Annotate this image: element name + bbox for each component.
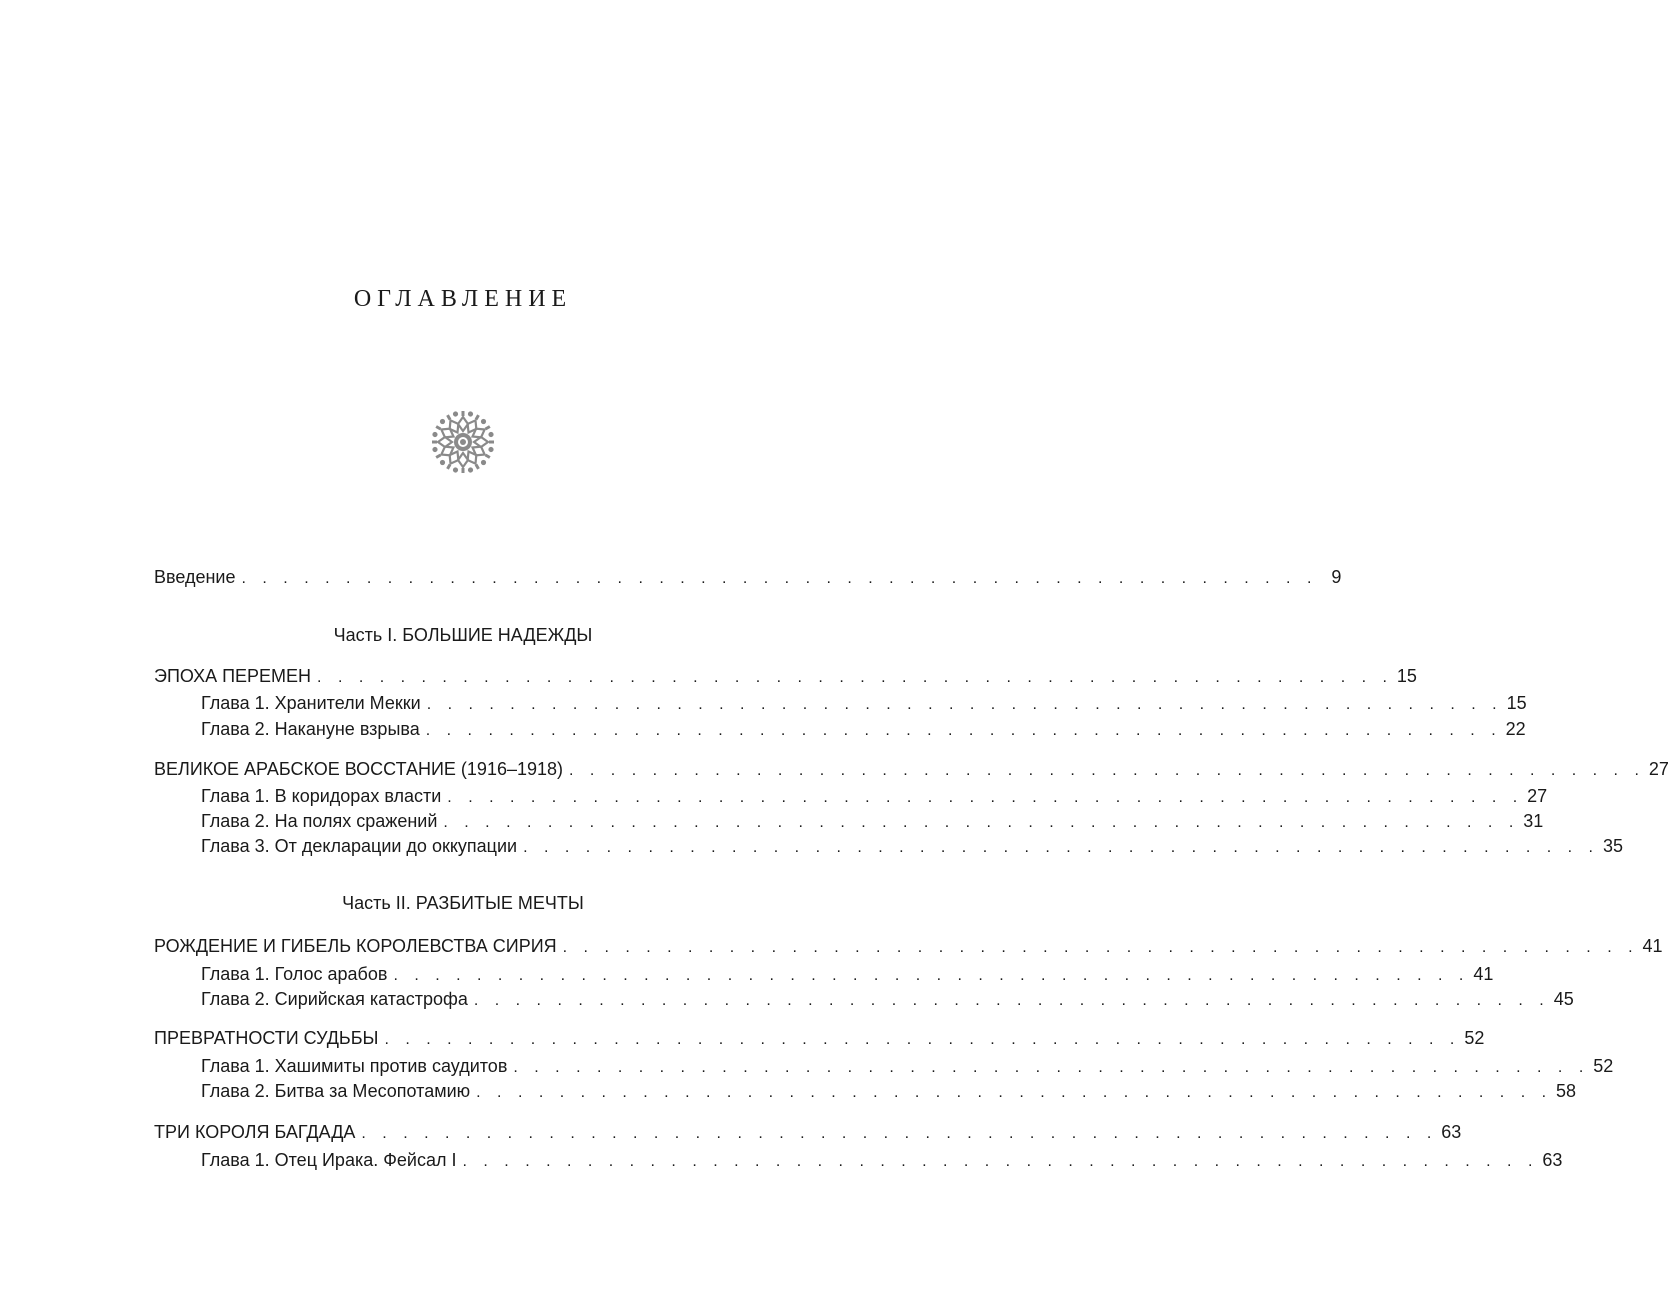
page-number: 35 (1602, 836, 1623, 856)
toc-chapter[interactable] (201, 987, 1574, 1011)
page-number: 15 (1396, 666, 1417, 686)
toc-entry-title: ВЕЛИКОЕ АРАБСКОЕ ВОССТАНИЕ (1916–1918) (154, 759, 564, 779)
part-heading: Часть I. БОЛЬШИЕ НАДЕЖДЫ (333, 625, 593, 645)
toc-entry-title: Глава 2. Накануне взрыва (201, 719, 420, 739)
page-number: 15 (1506, 693, 1527, 713)
page-number: 63 (1441, 1122, 1462, 1142)
dot-leader: . . . . . . . . . . . . . . . . . . . . . . . . . . . . . . . . . . . . . . . . . . . . . . . . . . . . (473, 992, 1550, 1009)
page-number: 22 (1505, 719, 1526, 739)
toc-entry-title: Глава 1. Хранители Мекки (201, 693, 421, 713)
dot-leader: . . . . . . . . . . . . . . . . . . . . . . . . . . . . . . . . . . . . . . . . . . . . . . . . . . . . (425, 722, 1502, 739)
toc-entry-title: Глава 1. Хашимиты против саудитов (201, 1056, 508, 1076)
dot-leader: . . . . . . . . . . . . . . . . . . . . . . . . . . . . . . . . . . . . . . . . . . . . . . . . . . . . (241, 570, 1318, 587)
toc-chapter[interactable] (201, 809, 1544, 833)
page-number: 52 (1464, 1028, 1485, 1048)
toc-chapter[interactable] (201, 784, 1548, 808)
toc-section[interactable] (154, 934, 1663, 958)
toc-chapter[interactable] (201, 834, 1623, 858)
toc-chapter[interactable] (201, 962, 1494, 986)
dot-leader: . . . . . . . . . . . . . . . . . . . . . . . . . . . . . . . . . . . . . . . . . . . . . . . . . . . . (443, 814, 1520, 831)
toc-entry-title: РОЖДЕНИЕ И ГИБЕЛЬ КОРОЛЕВСТВА СИРИЯ (154, 936, 557, 956)
dot-leader: . . . . . . . . . . . . . . . . . . . . . . . . . . . . . . . . . . . . . . . . . . . . . . . . . . . . (523, 839, 1599, 856)
toc-entry-title: Глава 1. Отец Ирака. Фейсал I (201, 1150, 457, 1170)
toc-section[interactable] (154, 1026, 1485, 1050)
dot-leader: . . . . . . . . . . . . . . . . . . . . . . . . . . . . . . . . . . . . . . . . . . . . . . . . . . . . (426, 696, 1503, 713)
toc-chapter[interactable] (201, 1148, 1563, 1172)
toc-entry-intro[interactable] (154, 565, 1342, 589)
dot-leader: . . . . . . . . . . . . . . . . . . . . . . . . . . . . . . . . . . . . . . . . . . . . . . . . . . . . (317, 669, 1393, 686)
dot-leader: . . . . . . . . . . . . . . . . . . . . . . . . . . . . . . . . . . . . . . . . . . . . . . . . . . . . (384, 1031, 1461, 1048)
dot-leader: . . . . . . . . . . . . . . . . . . . . . . . . . . . . . . . . . . . . . . . . . . . . . . . . . . . . (393, 967, 1470, 984)
toc-entry-title: Глава 2. Битва за Месопотамию (201, 1081, 471, 1101)
toc-entry-title: Глава 1. В коридорах власти (201, 786, 442, 806)
rosette-ornament-icon (430, 409, 496, 475)
toc-chapter[interactable] (201, 1079, 1577, 1103)
dot-leader: . . . . . . . . . . . . . . . . . . . . . . . . . . . . . . . . . . . . . . . . . . . . . . . . . . . . (476, 1084, 1553, 1101)
dot-leader: . . . . . . . . . . . . . . . . . . . . . . . . . . . . . . . . . . . . . . . . . . . . . . . . . . . . (569, 762, 1645, 779)
page-number: 27 (1648, 759, 1669, 779)
toc-chapter[interactable] (201, 691, 1527, 715)
page-title: ОГЛАВЛЕНИЕ (353, 286, 573, 312)
dot-leader: . . . . . . . . . . . . . . . . . . . . . . . . . . . . . . . . . . . . . . . . . . . . . . . . . . . . (361, 1125, 1438, 1142)
page-number: 41 (1473, 964, 1494, 984)
page-number: 27 (1527, 786, 1548, 806)
toc-entry-title: ПРЕВРАТНОСТИ СУДЬБЫ (154, 1028, 379, 1048)
dot-leader: . . . . . . . . . . . . . . . . . . . . . . . . . . . . . . . . . . . . . . . . . . . . . . . . . . . . (462, 1153, 1539, 1170)
toc-entry-title: Введение (154, 567, 236, 587)
toc-entry-title: ЭПОХА ПЕРЕМЕН (154, 666, 312, 686)
toc-entry-title: Глава 2. На полях сражений (201, 811, 438, 831)
toc-chapter[interactable] (201, 1054, 1614, 1078)
toc-section[interactable] (154, 664, 1417, 688)
toc-entry-title: Глава 3. От декларации до оккупации (201, 836, 518, 856)
dot-leader: . . . . . . . . . . . . . . . . . . . . . . . . . . . . . . . . . . . . . . . . . . . . . . . . . . . . (513, 1059, 1590, 1076)
toc-section[interactable] (154, 757, 1669, 781)
toc-entry-title: ТРИ КОРОЛЯ БАГДАДА (154, 1122, 356, 1142)
dot-leader: . . . . . . . . . . . . . . . . . . . . . . . . . . . . . . . . . . . . . . . . . . . . . . . . . . . . (562, 939, 1639, 956)
page-number: 41 (1642, 936, 1663, 956)
toc-entry-title: Глава 1. Голос арабов (201, 964, 388, 984)
toc-entry-title: Глава 2. Сирийская катастрофа (201, 989, 468, 1009)
dot-leader: . . . . . . . . . . . . . . . . . . . . . . . . . . . . . . . . . . . . . . . . . . . . . . . . . . . . (447, 789, 1524, 806)
part-heading: Часть II. РАЗБИТЫЕ МЕЧТЫ (342, 893, 584, 913)
page-number: 63 (1542, 1150, 1563, 1170)
page-number: 31 (1523, 811, 1544, 831)
toc-section[interactable] (154, 1120, 1462, 1144)
page-number: 45 (1553, 989, 1574, 1009)
page-number: 9 (1331, 567, 1342, 587)
page-number: 58 (1556, 1081, 1577, 1101)
page-number: 52 (1593, 1056, 1614, 1076)
toc-chapter[interactable] (201, 717, 1526, 741)
